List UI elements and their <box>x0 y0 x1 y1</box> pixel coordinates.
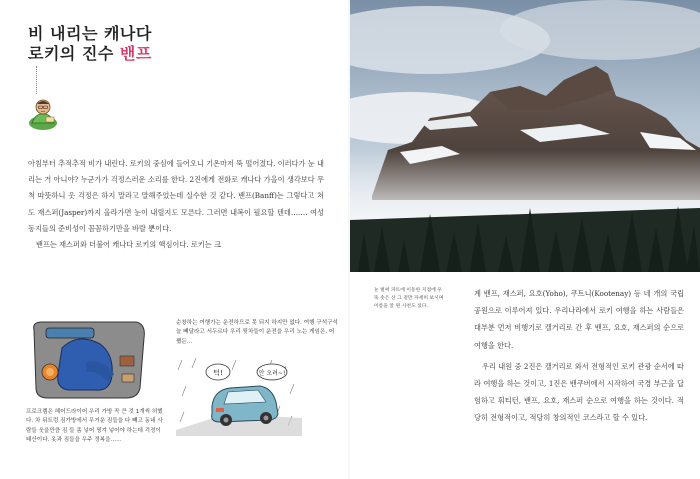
dotted-divider <box>36 66 38 94</box>
body-paragraph-2: 밴프는 재스퍼와 더불어 캐나다 로키의 핵심이다. 로키는 크 <box>36 240 221 250</box>
body-paragraph-4: 우리 내원 중 2진은 캘거리로 와서 전형적인 로키 관광 순서에 따라 여행을 하는 것이고, 1진은 밴쿠버에서 시작하여 국경 부근을 답험하고 휘티턴, 밴프, 요호, 재스퍼 순으로 여행을 하는 것이다. 적당히 전형적이고, 적당히 창의적인 코스라고 할 수 있다. <box>474 361 684 423</box>
caption-luggage: 프로크렘은 헤어드라이어 우리 가방 꼭 큰 것 1개씩 허했다. 차 뒤트렁 짐가방에서 무거운 짐들을 다 빼고 동네 사람들 웃을만큼 짐 들 좀 넣어 찡겨 넣어야 하는데 걱정이 태산이다. 옷과 짐들을 우주 정복을…… <box>26 409 163 444</box>
photo-caption: 눈 벌써 파트에 이동한 지점에 우뚝 솟은 산 그 겉만 자세히 보시며 이름을 알 원 사천도 섰다. <box>374 288 444 309</box>
right-page <box>350 0 700 479</box>
body-text-right <box>474 285 684 427</box>
cartoon-car-rain-illustration <box>176 356 302 436</box>
body-paragraph-1: 아침부터 추적추적 비가 내린다. 로키의 중심에 들어오니 기온마저 뚝 떨어졌다. 이러다가 눈 내리는 거 아니야? 누군가가 걱정스러운 소리를 한다. 2진에게 전화로 캐나다 가을이 생각보다 무척 따뜻하니 옷 걱정은 하지 말라고 말해주었는데 실수한 것 같다. 밴프(Banff)는 그렇다고 쳐도 재스퍼(Jasper)까지 올라가면 눈이 내릴지도 모른다. 그러면 내복이 필요할 텐데……. 여성 동지들의 준비성이 꼼꼼하기만을 바랄 뿐이다. <box>28 159 324 233</box>
castle-mountain-photo <box>350 0 700 272</box>
caption-car: 순창하는 여행가는 운전하므로 못 되지 하지만 없다. 여행 구석구석 늘 빼달라고 서두르다 우리 뒷차들이 운전을 우리 노는 게임은, 어쨌든... <box>176 320 338 345</box>
title-accent-banff: 밴프 <box>119 44 152 63</box>
title-line-2 <box>28 44 152 64</box>
speech-bubble-right: 안 오려~! <box>258 370 286 377</box>
speech-bubble-left: 턱! <box>213 369 223 377</box>
body-text-left <box>28 156 324 253</box>
body-paragraph-3: 계 밴프, 재스퍼, 요호(Yoho), 쿠트니(Kootenay) 등 네 개의 국립공원으로 이루어져 있다. 우리나라에서 로키 여행을 하는 사람들은 대부분 먼저 비행기로 캘거리로 간 후 밴프, 요호, 재스퍼의 순으로 여행을 한다. <box>474 289 684 350</box>
mascot-illustration <box>26 95 60 131</box>
cartoon-luggage-illustration <box>28 318 150 404</box>
chapter-title <box>28 24 152 64</box>
title-line-2-prefix: 로키의 진수 <box>28 44 120 63</box>
title-line-1: 비 내리는 캐나다 <box>28 24 152 43</box>
